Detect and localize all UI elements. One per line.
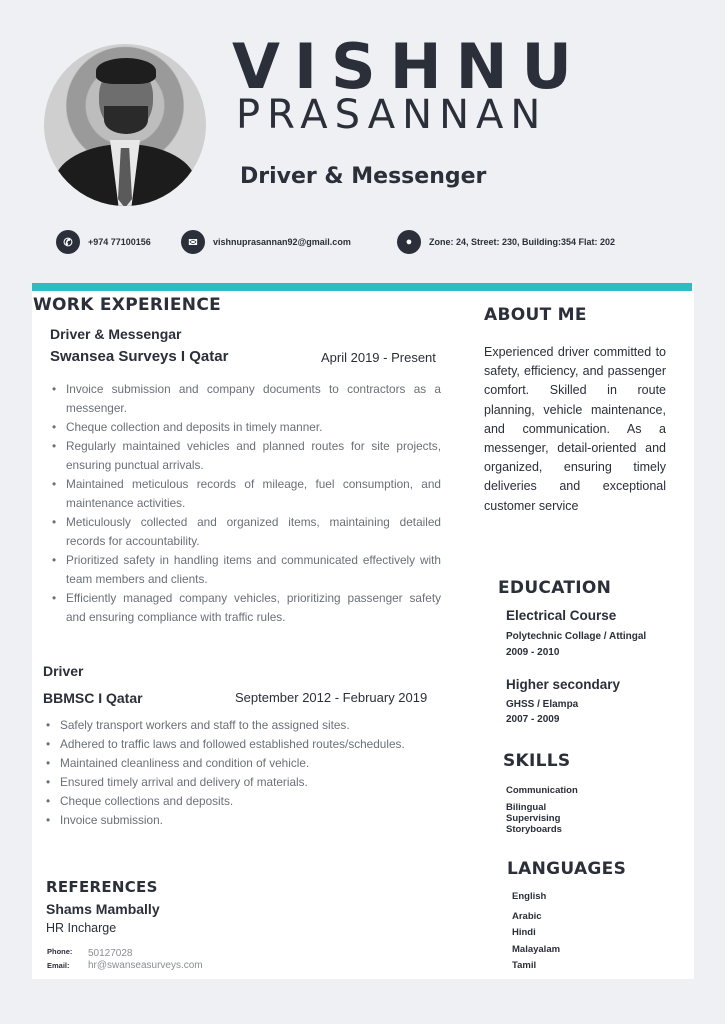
job2-role: Driver: [43, 663, 84, 679]
references-heading: REFERENCES: [46, 878, 158, 896]
education-heading: EDUCATION: [498, 578, 612, 598]
list-item: Communication: [506, 785, 578, 796]
list-item: • Prioritized safety in handling items and communicated effectively with team members and clients.: [50, 551, 441, 589]
list-item: Arabic: [512, 910, 542, 922]
list-item: • Invoice submission.: [44, 811, 435, 830]
address-text: Zone: 24, Street: 230, Building:354 Flat: 202: [429, 237, 616, 247]
email-text: vishnuprasannan92@gmail.com: [213, 237, 351, 247]
edu2-years: 2007 - 2009: [506, 714, 560, 725]
reference-name: Shams Mambally: [46, 901, 160, 917]
list-item: • Meticulously collected and organized items, maintaining detailed records for accountability.: [50, 513, 441, 551]
job1-duties: [50, 380, 441, 627]
list-item: • Ensured timely arrival and delivery of materials.: [44, 773, 435, 792]
job2-company: BBMSC I Qatar: [43, 690, 143, 706]
contact-phone: [56, 230, 151, 254]
list-item: • Efficiently managed company vehicles, prioritizing passenger safety and ensuring compliance with traffic rules.: [50, 589, 441, 627]
skills-heading: SKILLS: [503, 751, 571, 771]
edu2-title: Higher secondary: [506, 677, 621, 692]
list-item: Malayalam: [512, 943, 561, 955]
accent-bar: [32, 283, 692, 291]
skills-list: [506, 785, 578, 835]
reference-phone-label: Phone:: [47, 947, 73, 956]
first-name: VISHNU: [232, 30, 586, 103]
job1-dates: April 2019 - Present: [321, 350, 436, 365]
edu1-title: Electrical Course: [506, 608, 617, 623]
list-item: • Maintained cleanliness and condition of vehicle.: [44, 754, 435, 773]
list-item: Supervising: [506, 813, 561, 824]
work-heading: WORK EXPERIENCE: [33, 295, 222, 315]
list-item: • Maintained meticulous records of mileage, fuel consumption, and maintenance activities.: [50, 475, 441, 513]
phone-icon: ✆: [56, 230, 80, 254]
last-name: PRASANNAN: [236, 92, 548, 138]
list-item: • Regularly maintained vehicles and planned routes for site projects, ensuring punctual arrivals.: [50, 437, 441, 475]
contact-email: [181, 230, 351, 254]
job2-duties: [44, 716, 435, 830]
list-item: • Safely transport workers and staff to the assigned sites.: [44, 716, 435, 735]
about-heading: ABOUT ME: [484, 305, 587, 325]
reference-email: hr@swanseasurveys.com: [88, 960, 203, 971]
list-item: Storyboards: [506, 824, 562, 835]
list-item: English: [512, 891, 547, 902]
phone-text: +974 77100156: [88, 237, 151, 247]
reference-email-label: Email:: [47, 961, 70, 970]
edu1-school: Polytechnic Collage / Attingal: [506, 631, 647, 642]
contact-address: [397, 230, 615, 254]
reference-phone: 50127028: [88, 948, 133, 959]
about-text: Experienced driver committed to safety, efficiency, and passenger comfort. Skilled in route planning, vehicle maintenance, and communication. As a messenger, detail-oriented and organized, ensuring timely deliveries and exceptional customer service: [484, 345, 666, 513]
list-item: • Cheque collections and deposits.: [44, 792, 435, 811]
email-icon: ✉: [181, 230, 205, 254]
edu1-years: 2009 - 2010: [506, 647, 560, 658]
list-item: Bilingual: [506, 802, 547, 813]
list-item: Tamil: [512, 960, 537, 971]
job1-role: Driver & Messengar: [50, 326, 182, 342]
list-item: • Cheque collection and deposits in timely manner.: [50, 418, 441, 437]
reference-role: HR Incharge: [46, 921, 117, 935]
edu2-school: GHSS / Elampa: [506, 699, 579, 710]
job-title: Driver & Messenger: [240, 164, 487, 189]
profile-photo: [44, 44, 206, 206]
languages-list: [512, 889, 560, 975]
list-item: Hindi: [512, 927, 536, 938]
job1-company: Swansea Surveys I Qatar: [50, 348, 229, 365]
list-item: • Invoice submission and company documents to contractors as a messenger.: [50, 380, 441, 418]
location-icon: ●: [397, 230, 421, 254]
languages-heading: LANGUAGES: [507, 859, 627, 879]
job2-dates: September 2012 - February 2019: [235, 690, 428, 705]
list-item: • Adhered to traffic laws and followed established routes/schedules.: [44, 735, 435, 754]
